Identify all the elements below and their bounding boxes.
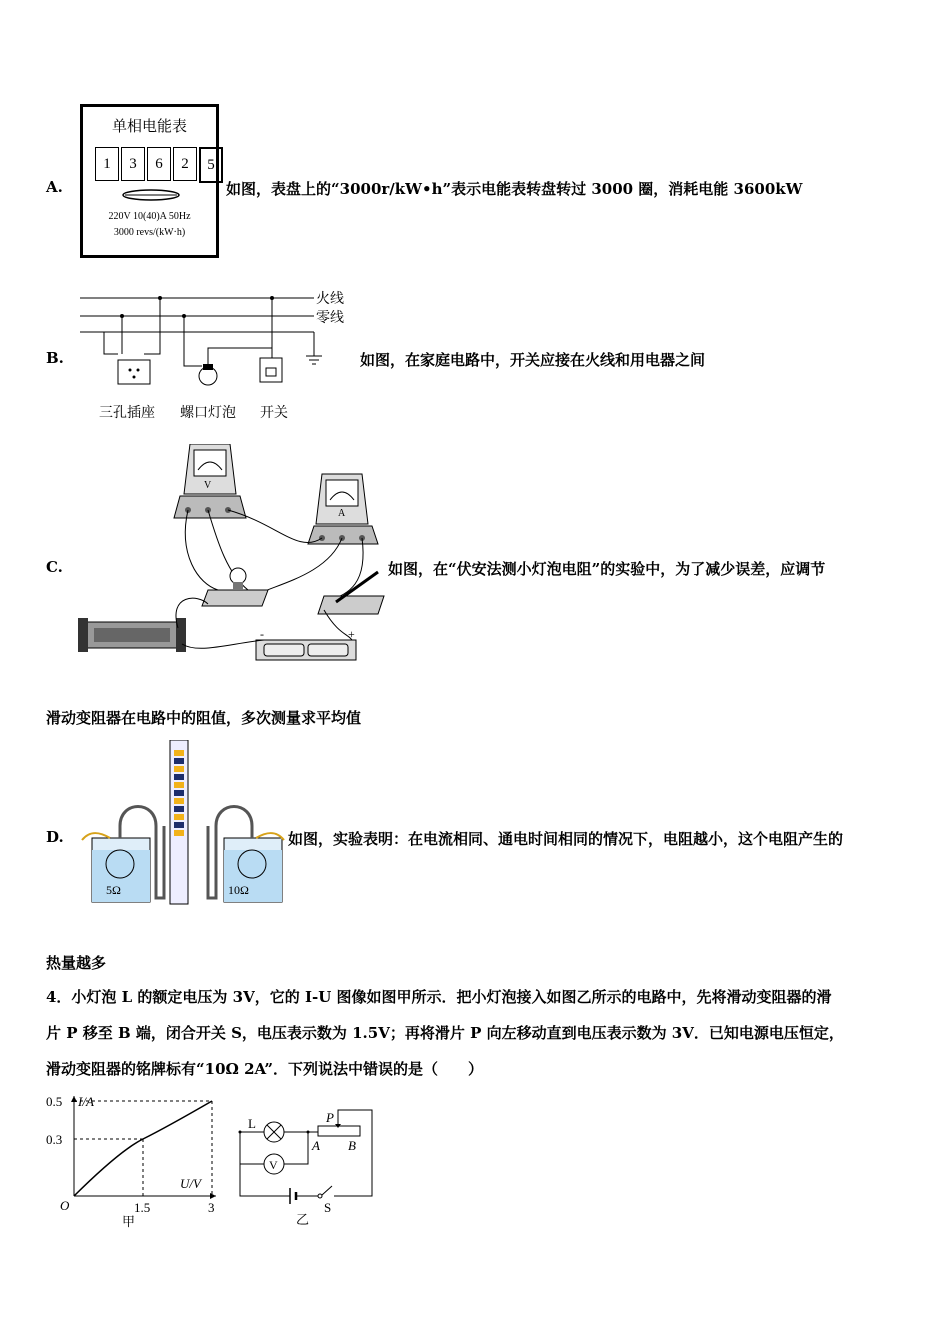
right-resistor-label: 10Ω <box>228 883 249 897</box>
meter-digit: 1 <box>95 147 119 181</box>
option-d-text: 如图，实验表明：在电流相同、通电时间相同的情况下，电阻越小，这个电阻产生的 <box>288 830 844 848</box>
end-b-label: B <box>348 1138 356 1153</box>
y-axis-label: I/A <box>78 1094 94 1109</box>
meter-disc-icon <box>121 187 181 203</box>
battery-plus-sign: + <box>348 627 355 641</box>
x-axis-label: U/V <box>180 1176 201 1191</box>
graph-caption: 甲 <box>122 1214 136 1229</box>
joule-heating-figure <box>80 740 286 906</box>
voltmeter-letter: V <box>204 480 212 491</box>
meter-spec-rating: 220V 10(40)A 50Hz <box>108 211 191 222</box>
switch-label: 开关 <box>260 405 288 421</box>
end-a-label: A <box>312 1138 320 1153</box>
ammeter-letter: A <box>338 508 346 519</box>
meter-spec-revs: 3000 revs/(kW·h) <box>113 227 186 238</box>
question-4-line-1: 4．小灯泡 L 的额定电压为 3V，它的 I-U 图像如图甲所示．把小灯泡接入如图乙所示的电路中，先将滑动变阻器的滑 <box>46 988 832 1006</box>
rheostat-icon <box>318 1126 360 1136</box>
option-c-text: 如图，在“伏安法测小灯泡电阻”的实验中，为了减少误差，应调节 <box>388 560 826 578</box>
slider-label: P <box>326 1110 334 1125</box>
circuit-caption: 乙 <box>296 1212 310 1227</box>
meter-digit: 6 <box>147 147 171 181</box>
socket-label: 三孔插座 <box>99 405 155 421</box>
question-4-line-3: 滑动变阻器的铭牌标有“10Ω 2A”．下列说法中错误的是（ ） <box>46 1060 484 1078</box>
y-tick-label: 0.3 <box>46 1132 63 1147</box>
lamp-label: L <box>248 1116 256 1131</box>
option-b-text: 如图，在家庭电路中，开关应接在火线和用电器之间 <box>360 351 706 369</box>
live-wire-label: 火线 <box>316 291 344 307</box>
meter-digit: 3 <box>121 147 145 181</box>
meter-digit: 2 <box>173 147 197 181</box>
iu-graph <box>40 1092 220 1232</box>
meter-title: 单相电能表 <box>111 117 187 135</box>
circuit-diagram <box>230 1100 380 1230</box>
voltammetry-circuit-figure <box>78 444 388 670</box>
left-resistor-label: 5Ω <box>106 883 121 897</box>
bulb-label: 螺口灯泡 <box>180 405 236 421</box>
meter-digit: 5 <box>199 147 223 183</box>
question-4-line-2: 片 P 移至 B 端，闭合开关 S，电压表示数为 1.5V；再将滑片 P 向左移动直到电压表示数为 3V．已知电源电压恒定， <box>46 1024 844 1042</box>
option-a-label: A. <box>46 178 63 196</box>
option-b-label: B. <box>46 349 64 367</box>
origin-label: O <box>60 1198 70 1213</box>
option-d-text-cont: 热量越多 <box>46 954 107 972</box>
switch-icon <box>322 1186 332 1195</box>
x-tick-label: 1.5 <box>134 1200 151 1215</box>
neutral-wire-label: 零线 <box>316 310 344 326</box>
y-tick-label: 0.5 <box>46 1094 63 1109</box>
energy-meter-figure <box>80 104 219 258</box>
option-d-label: D. <box>46 828 64 846</box>
voltmeter-letter: V <box>269 1158 278 1172</box>
battery-minus-sign: - <box>260 627 264 641</box>
x-tick-label: 3 <box>208 1200 215 1215</box>
option-c-label: C. <box>46 558 63 576</box>
option-c-text-cont: 滑动变阻器在电路中的阻值，多次测量求平均值 <box>46 709 362 727</box>
switch-label: S <box>324 1200 332 1215</box>
meter-digits <box>95 147 225 183</box>
option-a-text: 如图，表盘上的“3000r/kW•h”表示电能表转盘转过 3000 圈，消耗电能 3600kW <box>226 180 803 198</box>
